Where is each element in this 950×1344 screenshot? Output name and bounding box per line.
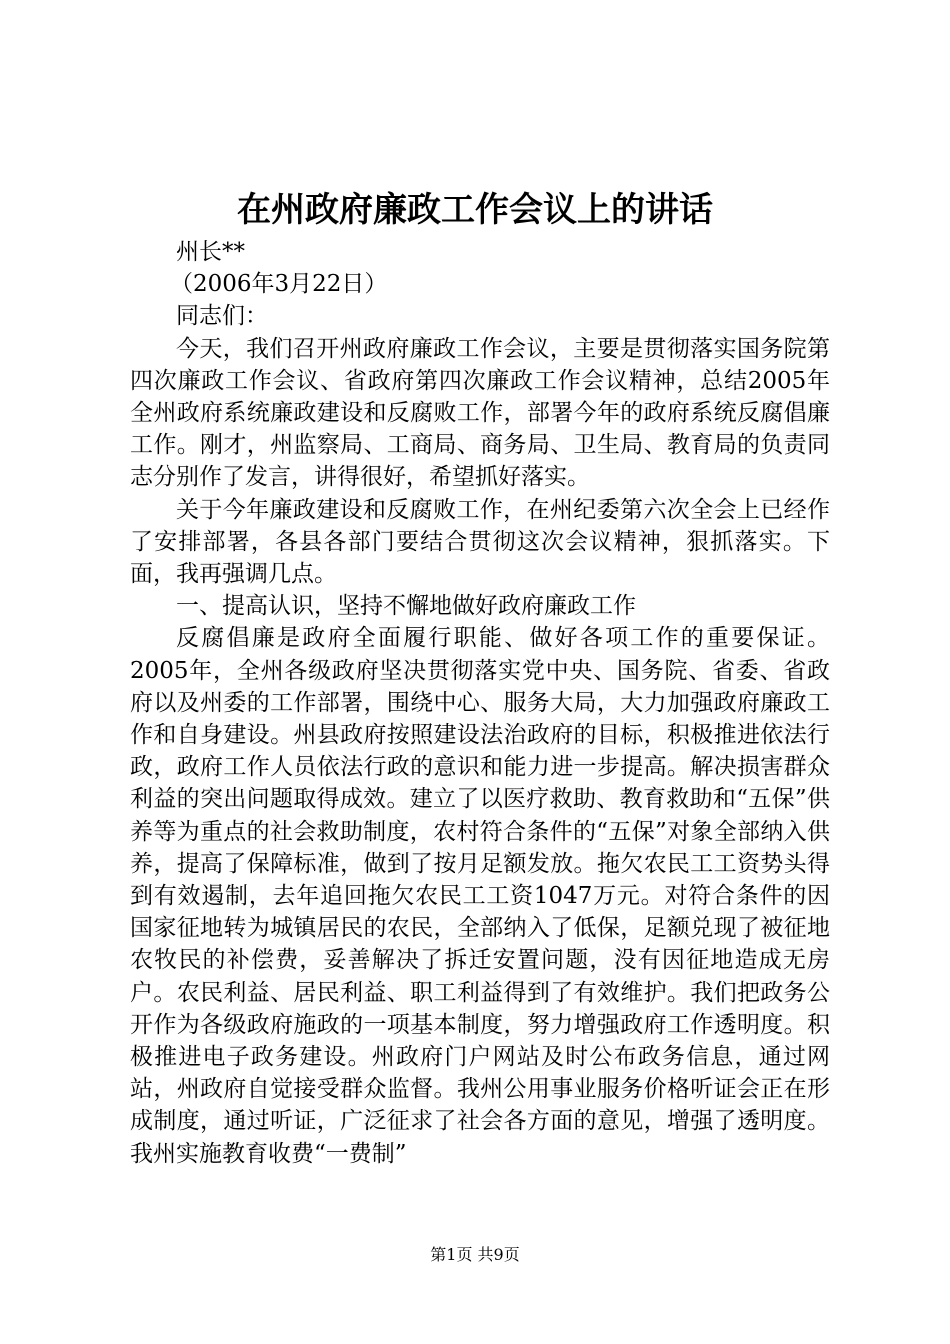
document-body [130, 236, 830, 1170]
paragraph: 今天，我们召开州政府廉政工作会议，主要是贯彻落实国务院第四次廉政工作会议、省政府第四次廉政工作会议精神，总结2005年全州政府系统廉政建设和反腐败工作，部署今年的政府系统反腐倡廉工作。刚才，州监察局、工商局、商务局、卫生局、教育局的负责同志分别作了发言，讲得很好，希望抓好落实。 [130, 335, 830, 491]
paragraph: 反腐倡廉是政府全面履行职能、做好各项工作的重要保证。2005年，全州各级政府坚决贯彻落实党中央、国务院、省委、省政府以及州委的工作部署，围绕中心、服务大局，大力加强政府廉政工作和自身建设。州县政府按照建设法治政府的目标，积极推进依法行政，政府工作人员依法行政的意识和能力进一步提高。解决损害群众利益的突出问题取得成效。建立了以医疗救助、教育救助和“五保”供养等为重点的社会救助制度，农村符合条件的“五保”对象全部纳入供养，提高了保障标准，做到了按月足额发放。拖欠农民工工资势头得到有效遏制，去年追回拖欠农民工工资1047万元。对符合条件的因国家征地转为城镇居民的农民，全部纳入了低保，足额兑现了被征地农牧民的补偿费，妥善解决了拆迁安置问题，没有因征地造成无房户。农民利益、居民利益、职工利益得到了有效维护。我们把政务公开作为各级政府施政的一项基本制度，努力增强政府工作透明度。积极推进电子政务建设。州政府门户网站及时公布政务信息，通过网站，州政府自觉接受群众监督。我州公用事业服务价格听证会正在形成制度，通过听证，广泛征求了社会各方面的意见，增强了透明度。我州实施教育收费“一费制” [130, 625, 830, 1167]
salutation: 同志们： [176, 303, 268, 330]
paragraph: 关于今年廉政建设和反腐败工作，在州纪委第六次全会上已经作了安排部署，各县各部门要结合贯彻这次会议精神，狠抓落实。下面，我再强调几点。 [130, 496, 830, 588]
section-heading: 一、提高认识，坚持不懈地做好政府廉政工作 [176, 593, 636, 620]
author-line: 州长** [176, 239, 245, 265]
date-line: （2006年3月22日） [170, 271, 388, 298]
page-footer: 第1页 共9页 [430, 1245, 520, 1264]
document-title: 在州政府廉政工作会议上的讲话 [237, 190, 713, 230]
